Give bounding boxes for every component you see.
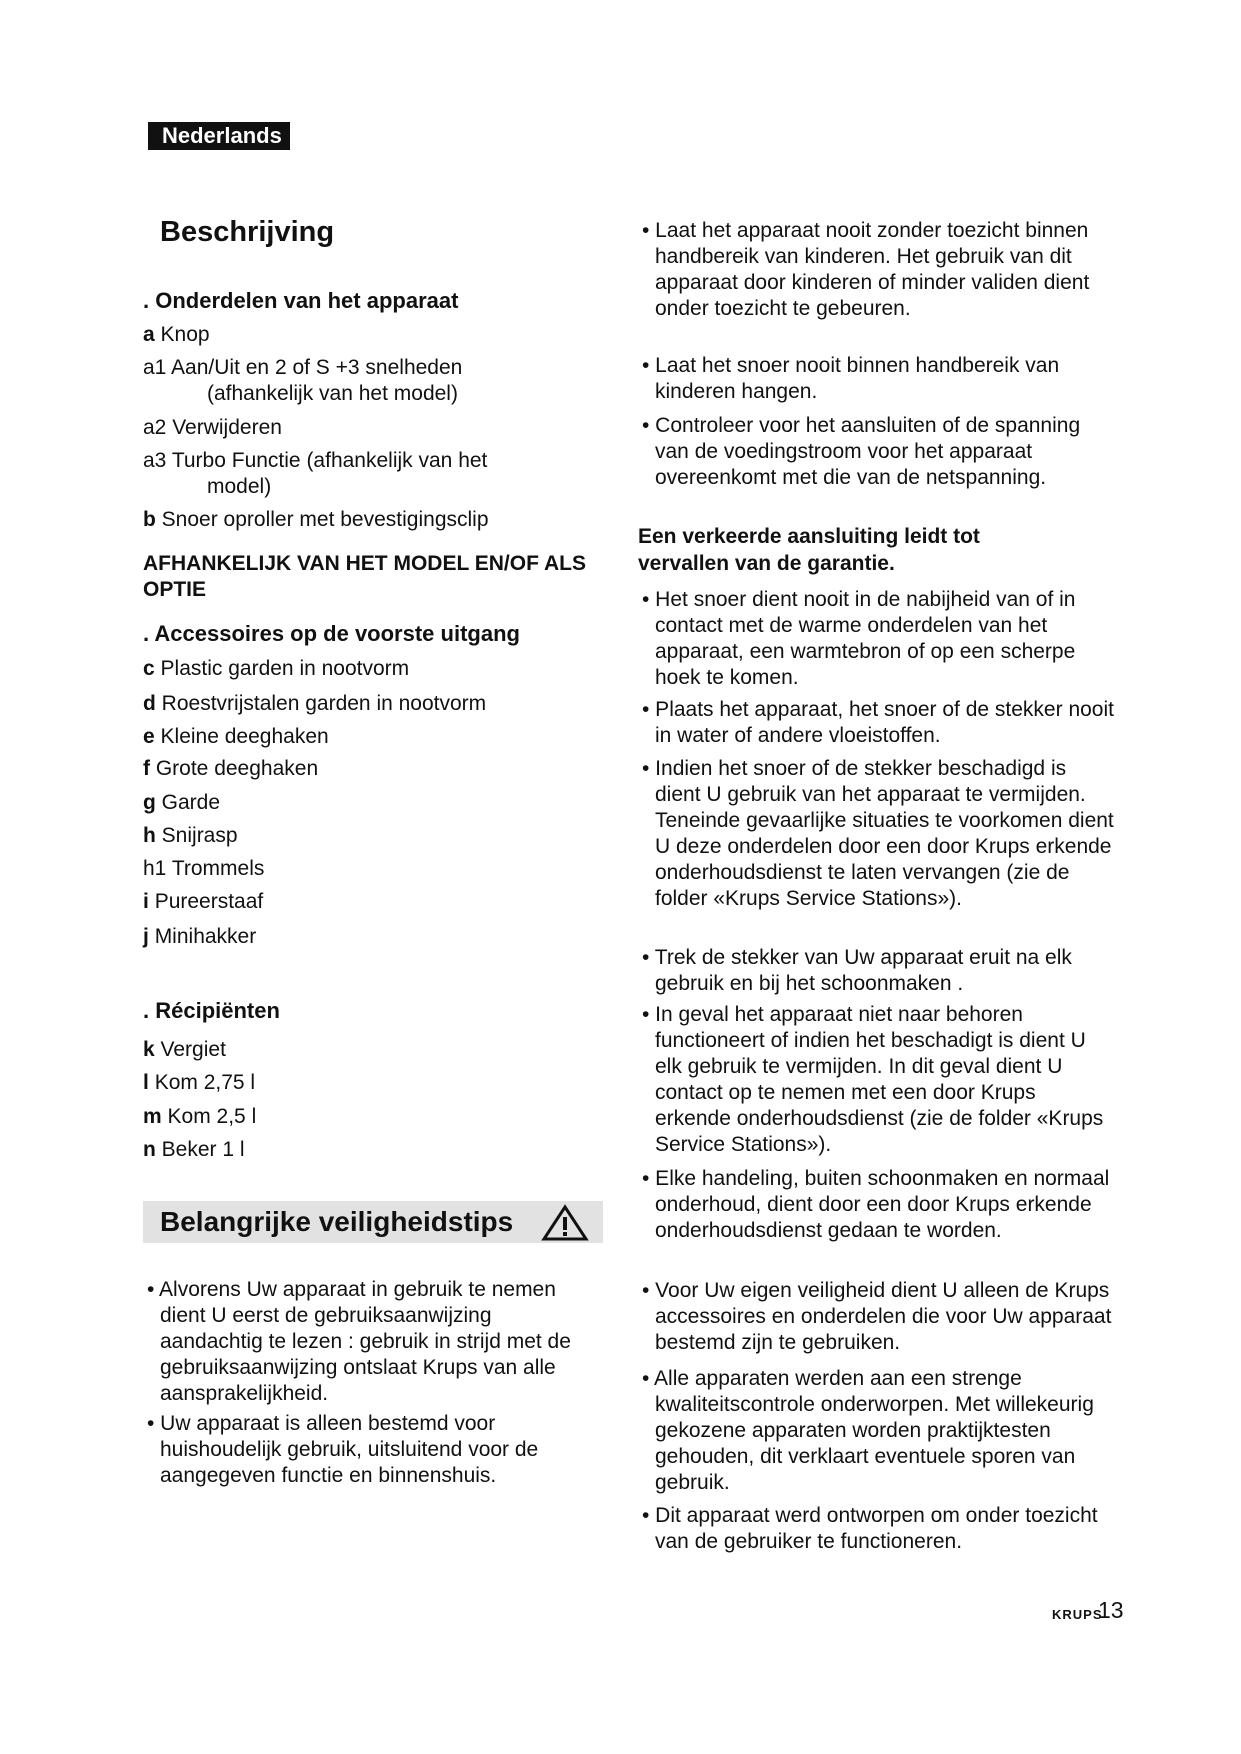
part-item: a3 Turbo Functie (afhankelijk van het model) [143, 449, 488, 498]
safety-header [143, 1201, 603, 1243]
accessory-item: g Garde [143, 791, 221, 814]
safety-tip: • Trek de stekker van Uw apparaat eruit na elk gebruik en bij het schoonmaken . [642, 946, 1072, 995]
safety-tip: • Het snoer dient nooit in de nabijheid van of in contact met de warme onderdelen van het apparaat, een warmtebron of op een scherpe hoek te komen. [642, 588, 1076, 689]
safety-title: Belangrijke veiligheidstips [160, 1206, 514, 1237]
safety-tip: • Dit apparaat werd ontworpen om onder toezicht van de gebruiker te functioneren. [642, 1504, 1098, 1553]
part-item: a Knop [143, 323, 210, 346]
accessory-item: h1 Trommels [143, 857, 265, 880]
safety-tip: • Alle apparaten werden aan een strenge kwaliteitscontrole onderworpen. Met willekeurig gekozene apparaten worden praktijktesten gehouden, dit verklaart eventuele sporen van gebruik. [642, 1367, 1094, 1494]
section-title: Beschrijving [160, 216, 335, 248]
safety-tip: • Uw apparaat is alleen bestemd voor huishoudelijk gebruik, uitsluitend voor de aangegeven functie en binnenshuis. [147, 1412, 539, 1487]
part-item: b Snoer oproller met bevestigingsclip [143, 508, 489, 531]
warranty-note: Een verkeerde aansluiting leidt tot vervallen van de garantie. [638, 525, 980, 575]
accessory-item: h Snijrasp [143, 824, 238, 847]
page-number: 13 [1098, 1597, 1124, 1623]
container-item: k Vergiet [143, 1038, 226, 1061]
part-item: a1 Aan/Uit en 2 of S +3 snelheden (afhankelijk van het model) [143, 356, 463, 405]
accessory-item: j Minihakker [143, 925, 257, 948]
parts-heading: . Onderdelen van het apparaat [143, 288, 459, 313]
container-item: l Kom 2,75 l [143, 1071, 256, 1094]
accessory-item: e Kleine deeghaken [143, 725, 329, 748]
safety-tip: • Alvorens Uw apparaat in gebruik te nemen dient U eerst de gebruiksaanwijzing aandachtig te lezen : gebruik in strijd met de gebruiksaanwijzing ontslaat Krups van alle aansprakelijkheid. [147, 1278, 571, 1405]
safety-tip: • Laat het snoer nooit binnen handbereik van kinderen hangen. [642, 354, 1060, 403]
warning-triangle-icon [541, 1204, 589, 1242]
accessory-item: c Plastic garden in nootvorm [143, 657, 410, 680]
containers-heading: . Récipiënten [143, 998, 280, 1023]
container-item: n Beker 1 l [143, 1138, 245, 1161]
safety-tip: • Indien het snoer of de stekker beschadigd is dient U gebruik van het apparaat te vermijden. Teneinde gevaarlijke situaties te voorkomen dient U deze onderdelen door een door Krups erkende onderhoudsdienst te laten vervangen (zie de folder «Krups Service Stations»). [642, 757, 1114, 910]
safety-tip: • Voor Uw eigen veiligheid dient U alleen de Krups accessoires en onderdelen die voor Uw apparaat bestemd zijn te gebruiken. [642, 1279, 1112, 1354]
model-note: AFHANKELIJK VAN HET MODEL EN/OF ALS OPTIE [143, 552, 586, 601]
accessory-item: i Pureerstaaf [143, 890, 264, 913]
brand-logo: KRUPS [1052, 1607, 1103, 1622]
accessory-item: d Roestvrijstalen garden in nootvorm [143, 692, 487, 715]
accessory-item: f Grote deeghaken [143, 757, 319, 780]
part-item: a2 Verwijderen [143, 416, 282, 439]
safety-tip: • Laat het apparaat nooit zonder toezicht binnen handbereik van kinderen. Het gebruik van dit apparaat door kinderen of minder validen dient onder toezicht te gebeuren. [642, 219, 1090, 320]
safety-tip: • In geval het apparaat niet naar behoren functioneert of indien het beschadigt is dient U elk gebruik te vermijden. In dit geval dient U contact op te nemen met een door Krups erkende onderhoudsdienst (zie de folder «Krups Service Stations»). [642, 1003, 1104, 1156]
safety-tip: • Controleer voor het aansluiten of de spanning van de voedingstroom voor het apparaat overeenkomt met die van de netspanning. [642, 414, 1081, 489]
language-tag: Nederlands [148, 122, 290, 150]
safety-tip: • Plaats het apparaat, het snoer of de stekker nooit in water of andere vloeistoffen. [642, 698, 1114, 747]
accessories-heading: . Accessoires op de voorste uitgang [143, 621, 520, 646]
safety-tip: • Elke handeling, buiten schoonmaken en normaal onderhoud, dient door een door Krups erkende onderhoudsdienst gedaan te worden. [642, 1167, 1110, 1242]
container-item: m Kom 2,5 l [143, 1105, 257, 1128]
